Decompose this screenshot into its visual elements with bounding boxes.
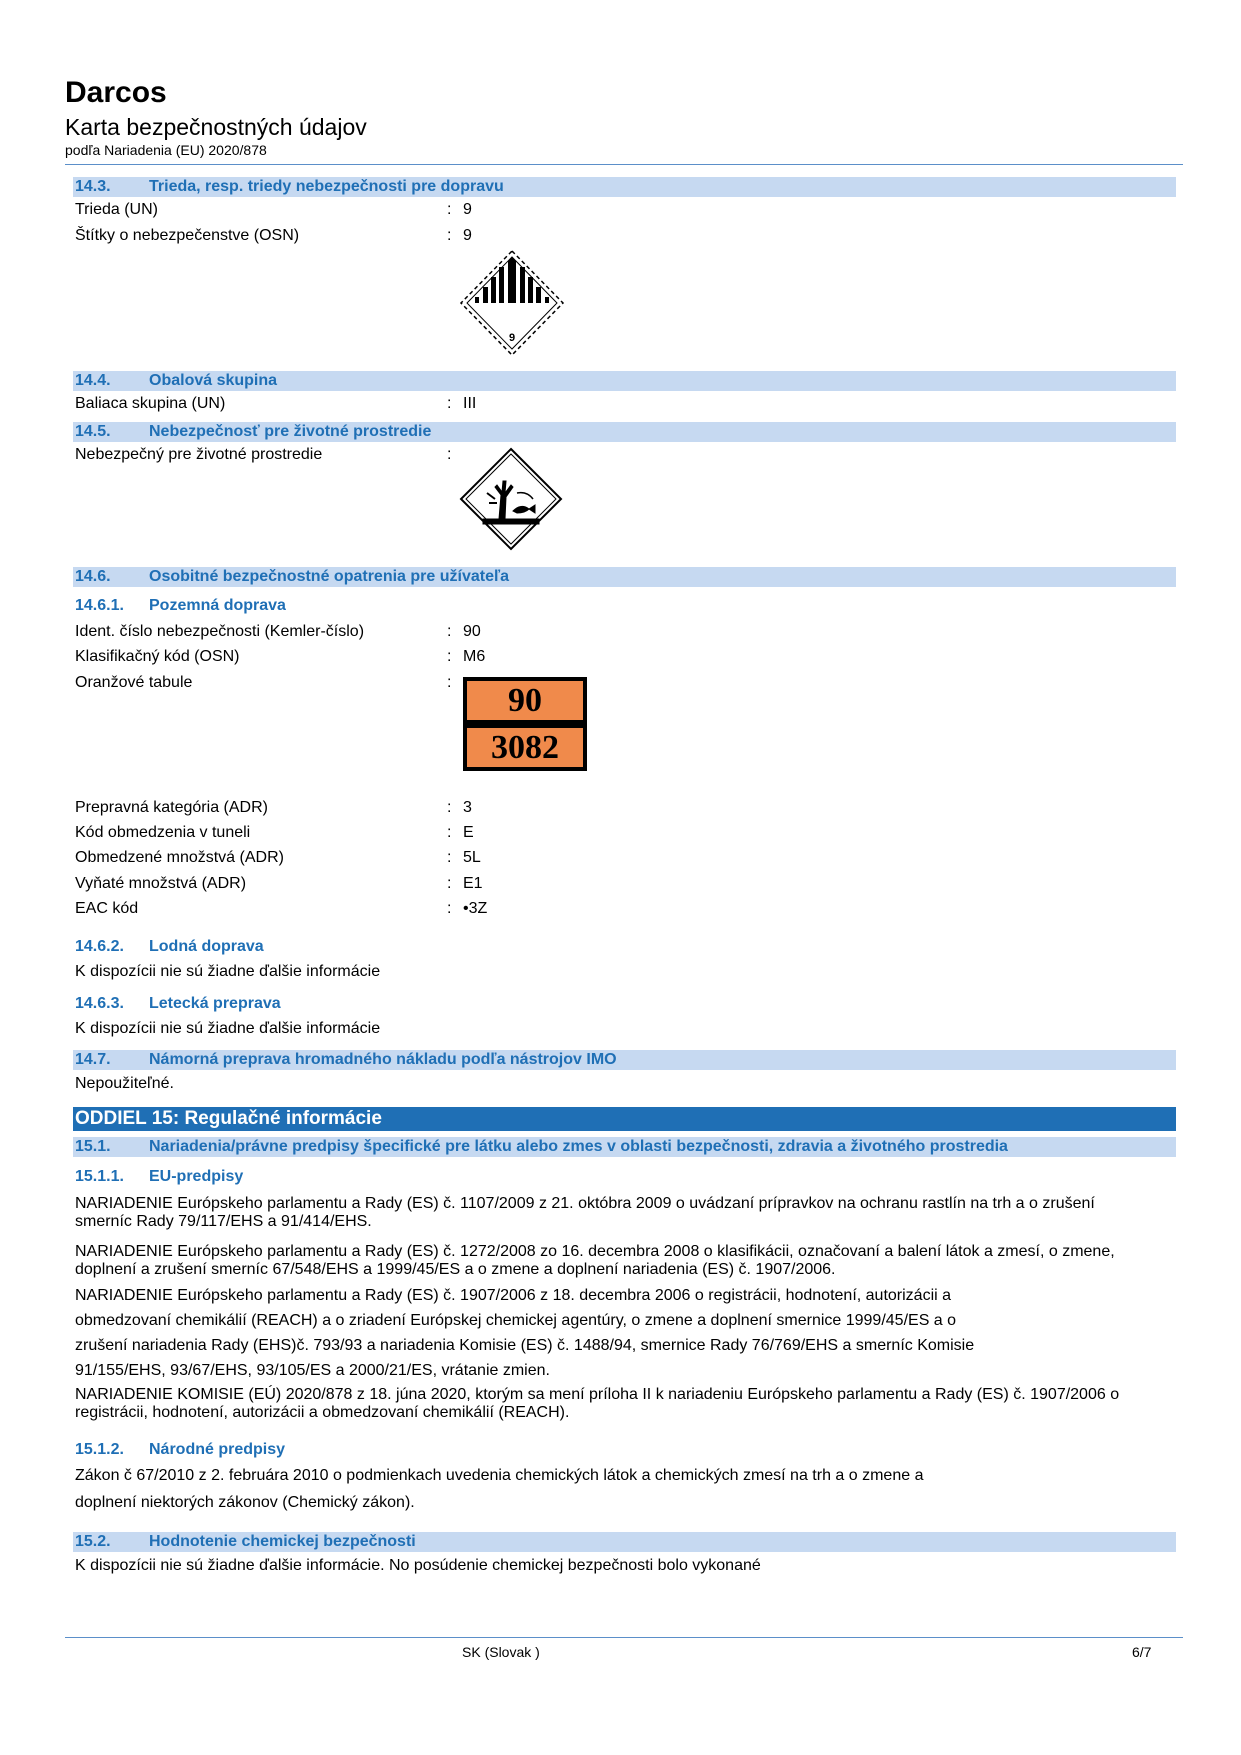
paragraph-line: 91/155/EHS, 93/67/EHS, 93/105/ES a 2000/21/ES, vrátanie zmien. xyxy=(75,1362,550,1379)
paragraph-line: NARIADENIE KOMISIE (EÚ) 2020/878 z 18. júna 2020, ktorým sa mení príloha II k nariadeniu Európskeho parlamentu a Rady (ES) č. 1907/2006 o xyxy=(75,1386,1120,1403)
paragraph-line: doplnení a zrušení smerníc 67/548/EHS a 1999/45/ES a o zmene a doplnení nariadenia (ES) č. 1907/2006. xyxy=(75,1261,836,1278)
section-title: Nariadenia/právne predpisy špecifické pre látku alebo zmes v oblasti bezpečnosti, zdravia a životného prostredia xyxy=(149,1138,1008,1155)
colon: : xyxy=(447,446,452,463)
row-value-klasifikacny: M6 xyxy=(463,648,486,665)
row-label-obmedzene: Obmedzené množstvá (ADR) xyxy=(75,849,284,866)
row-label-prepravna: Prepravná kategória (ADR) xyxy=(75,799,268,816)
paragraph-line: NARIADENIE Európskeho parlamentu a Rady (ES) č. 1107/2009 z 21. októbra 2009 o uvádzaní prípravkov na ochranu rastlín na trh a o zrušení xyxy=(75,1195,1095,1212)
subsection-title: EU-predpisy xyxy=(149,1168,244,1185)
row-value-obmedzene: 5L xyxy=(463,849,481,866)
section-title: Nebezpečnosť pre životné prostredie xyxy=(149,423,432,440)
colon: : xyxy=(447,875,452,892)
subsection-number: 14.6.3. xyxy=(75,995,124,1012)
section-14-7-header xyxy=(73,1050,1176,1070)
section-number: 15.2. xyxy=(75,1533,111,1550)
regulation-reference: podľa Nariadenia (EU) 2020/878 xyxy=(65,142,267,158)
footer-page-number: 6/7 xyxy=(1132,1644,1152,1660)
section-14-6-header xyxy=(73,567,1176,587)
row-label-nebezpecny: Nebezpečný pre životné prostredie xyxy=(75,446,323,463)
paragraph-line: zrušení nariadenia Rady (EHS)č. 793/93 a nariadenia Komisie (ES) č. 1488/94, smernice Rady 76/769/EHS a smerníc Komisie xyxy=(75,1337,975,1354)
row-label-klasifikacny: Klasifikačný kód (OSN) xyxy=(75,648,240,665)
subsection-title: Lodná doprava xyxy=(149,938,264,955)
subsection-title: Národné predpisy xyxy=(149,1441,286,1458)
section-number: 15.1. xyxy=(75,1138,111,1155)
row-label-oranzove: Oranžové tabule xyxy=(75,674,193,691)
section-14-3-header xyxy=(73,177,1176,197)
lodna-doprava-text: K dispozícii nie sú žiadne ďalšie informácie xyxy=(75,963,381,980)
letecka-preprava-text: K dispozícii nie sú žiadne ďalšie informácie xyxy=(75,1020,381,1037)
class-9-hazard-label-icon xyxy=(459,249,565,357)
section-title: Obalová skupina xyxy=(149,372,278,389)
colon: : xyxy=(447,648,452,665)
colon: : xyxy=(447,900,452,917)
orange-plate-hazard-number: 90 xyxy=(467,681,583,720)
environment-hazard-icon xyxy=(459,447,563,551)
paragraph-line: registrácii, hodnotení, autorizácii a obmedzovaní chemikálií (REACH). xyxy=(75,1404,570,1421)
row-label-kemler: Ident. číslo nebezpečnosti (Kemler-číslo) xyxy=(75,623,365,640)
row-value-baliaca: III xyxy=(463,395,477,412)
orange-plate-un-number: 3082 xyxy=(467,728,583,767)
section-14-5-header xyxy=(73,422,1176,442)
footer-rule xyxy=(65,1637,1183,1638)
colon: : xyxy=(447,824,452,841)
subsection-number: 14.6.1. xyxy=(75,597,124,614)
subsection-14-6-1-header xyxy=(73,596,973,616)
colon: : xyxy=(447,799,452,816)
subsection-number: 14.6.2. xyxy=(75,938,124,955)
row-label-stitky: Štítky o nebezpečenstve (OSN) xyxy=(75,227,300,244)
section-number: 14.7. xyxy=(75,1051,111,1068)
section-number: 14.4. xyxy=(75,372,111,389)
row-label-baliaca: Baliaca skupina (UN) xyxy=(75,395,226,412)
section-15-banner xyxy=(73,1107,1176,1131)
row-value-vynate: E1 xyxy=(463,875,483,892)
paragraph-line: Zákon č 67/2010 z 2. februára 2010 o podmienkach uvedenia chemických látok a chemických zmesí na trh a o zmene a xyxy=(75,1467,924,1484)
row-label-trieda: Trieda (UN) xyxy=(75,201,158,218)
section-number: 14.5. xyxy=(75,423,111,440)
document-title: Darcos xyxy=(65,76,167,109)
paragraph-line: doplnení niektorých zákonov (Chemický zákon). xyxy=(75,1494,415,1511)
orange-plate xyxy=(463,677,587,771)
subsection-number: 15.1.1. xyxy=(75,1168,124,1185)
paragraph-line: obmedzovaní chemikálií (REACH) a o zriadení Európskej chemickej agentúry, o zmene a doplnení smernice 1999/45/ES a o xyxy=(75,1312,957,1329)
subsection-14-6-3-header xyxy=(73,994,973,1014)
subsection-14-6-2-header xyxy=(73,937,973,957)
section-14-4-header xyxy=(73,371,1176,391)
imo-text: Nepoužiteľné. xyxy=(75,1075,174,1092)
colon: : xyxy=(447,227,452,244)
row-label-tunel: Kód obmedzenia v tuneli xyxy=(75,824,251,841)
colon: : xyxy=(447,201,452,218)
subsection-title: Pozemná doprava xyxy=(149,597,286,614)
paragraph-line: NARIADENIE Európskeho parlamentu a Rady (ES) č. 1907/2006 z 18. decembra 2006 o registrácii, hodnotení, autorizácii a xyxy=(75,1287,952,1304)
colon: : xyxy=(447,623,452,640)
row-label-eac: EAC kód xyxy=(75,900,139,917)
section-15-2-header xyxy=(73,1532,1176,1552)
paragraph-line: NARIADENIE Európskeho parlamentu a Rady (ES) č. 1272/2008 zo 16. decembra 2008 o klasifikácii, označovaní a balení látok a zmesí, o zmene, xyxy=(75,1243,1115,1260)
section-title: Osobitné bezpečnostné opatrenia pre užívateľa xyxy=(149,568,510,585)
subsection-title: Letecká preprava xyxy=(149,995,281,1012)
row-value-stitky: 9 xyxy=(463,227,472,244)
colon: : xyxy=(447,674,452,691)
colon: : xyxy=(447,849,452,866)
chemical-safety-text: K dispozícii nie sú žiadne ďalšie informácie. No posúdenie chemickej bezpečnosti bolo vykonané xyxy=(75,1557,761,1574)
row-value-eac: •3Z xyxy=(463,900,488,917)
document-subtitle: Karta bezpečnostných údajov xyxy=(65,114,367,140)
section-15-title: ODDIEL 15: Regulačné informácie xyxy=(75,1108,382,1129)
section-title: Námorná preprava hromadného nákladu podľa nástrojov IMO xyxy=(149,1051,617,1068)
colon: : xyxy=(447,395,452,412)
section-number: 14.3. xyxy=(75,178,111,195)
class-9-label-text: 9 xyxy=(508,332,516,344)
paragraph-line: smerníc Rady 79/117/EHS a 91/414/EHS. xyxy=(75,1213,372,1230)
eu-regulation-paragraph xyxy=(75,1195,1175,1231)
row-value-kemler: 90 xyxy=(463,623,481,640)
row-label-vynate: Vyňaté množstvá (ADR) xyxy=(75,875,247,892)
subsection-number: 15.1.2. xyxy=(75,1441,124,1458)
row-value-trieda: 9 xyxy=(463,201,472,218)
header-rule xyxy=(65,164,1183,165)
eu-regulation-paragraph xyxy=(75,1386,1175,1422)
row-value-tunel: E xyxy=(463,824,474,841)
section-number: 14.6. xyxy=(75,568,111,585)
section-title: Trieda, resp. triedy nebezpečnosti pre dopravu xyxy=(149,178,504,195)
section-title: Hodnotenie chemickej bezpečnosti xyxy=(149,1533,416,1550)
subsection-15-1-1-header xyxy=(73,1167,973,1187)
eu-regulation-paragraph xyxy=(75,1243,1175,1279)
footer-language: SK (Slovak ) xyxy=(462,1644,540,1660)
subsection-15-1-2-header xyxy=(73,1440,973,1460)
row-value-prepravna: 3 xyxy=(463,799,472,816)
section-15-1-header xyxy=(73,1137,1176,1157)
